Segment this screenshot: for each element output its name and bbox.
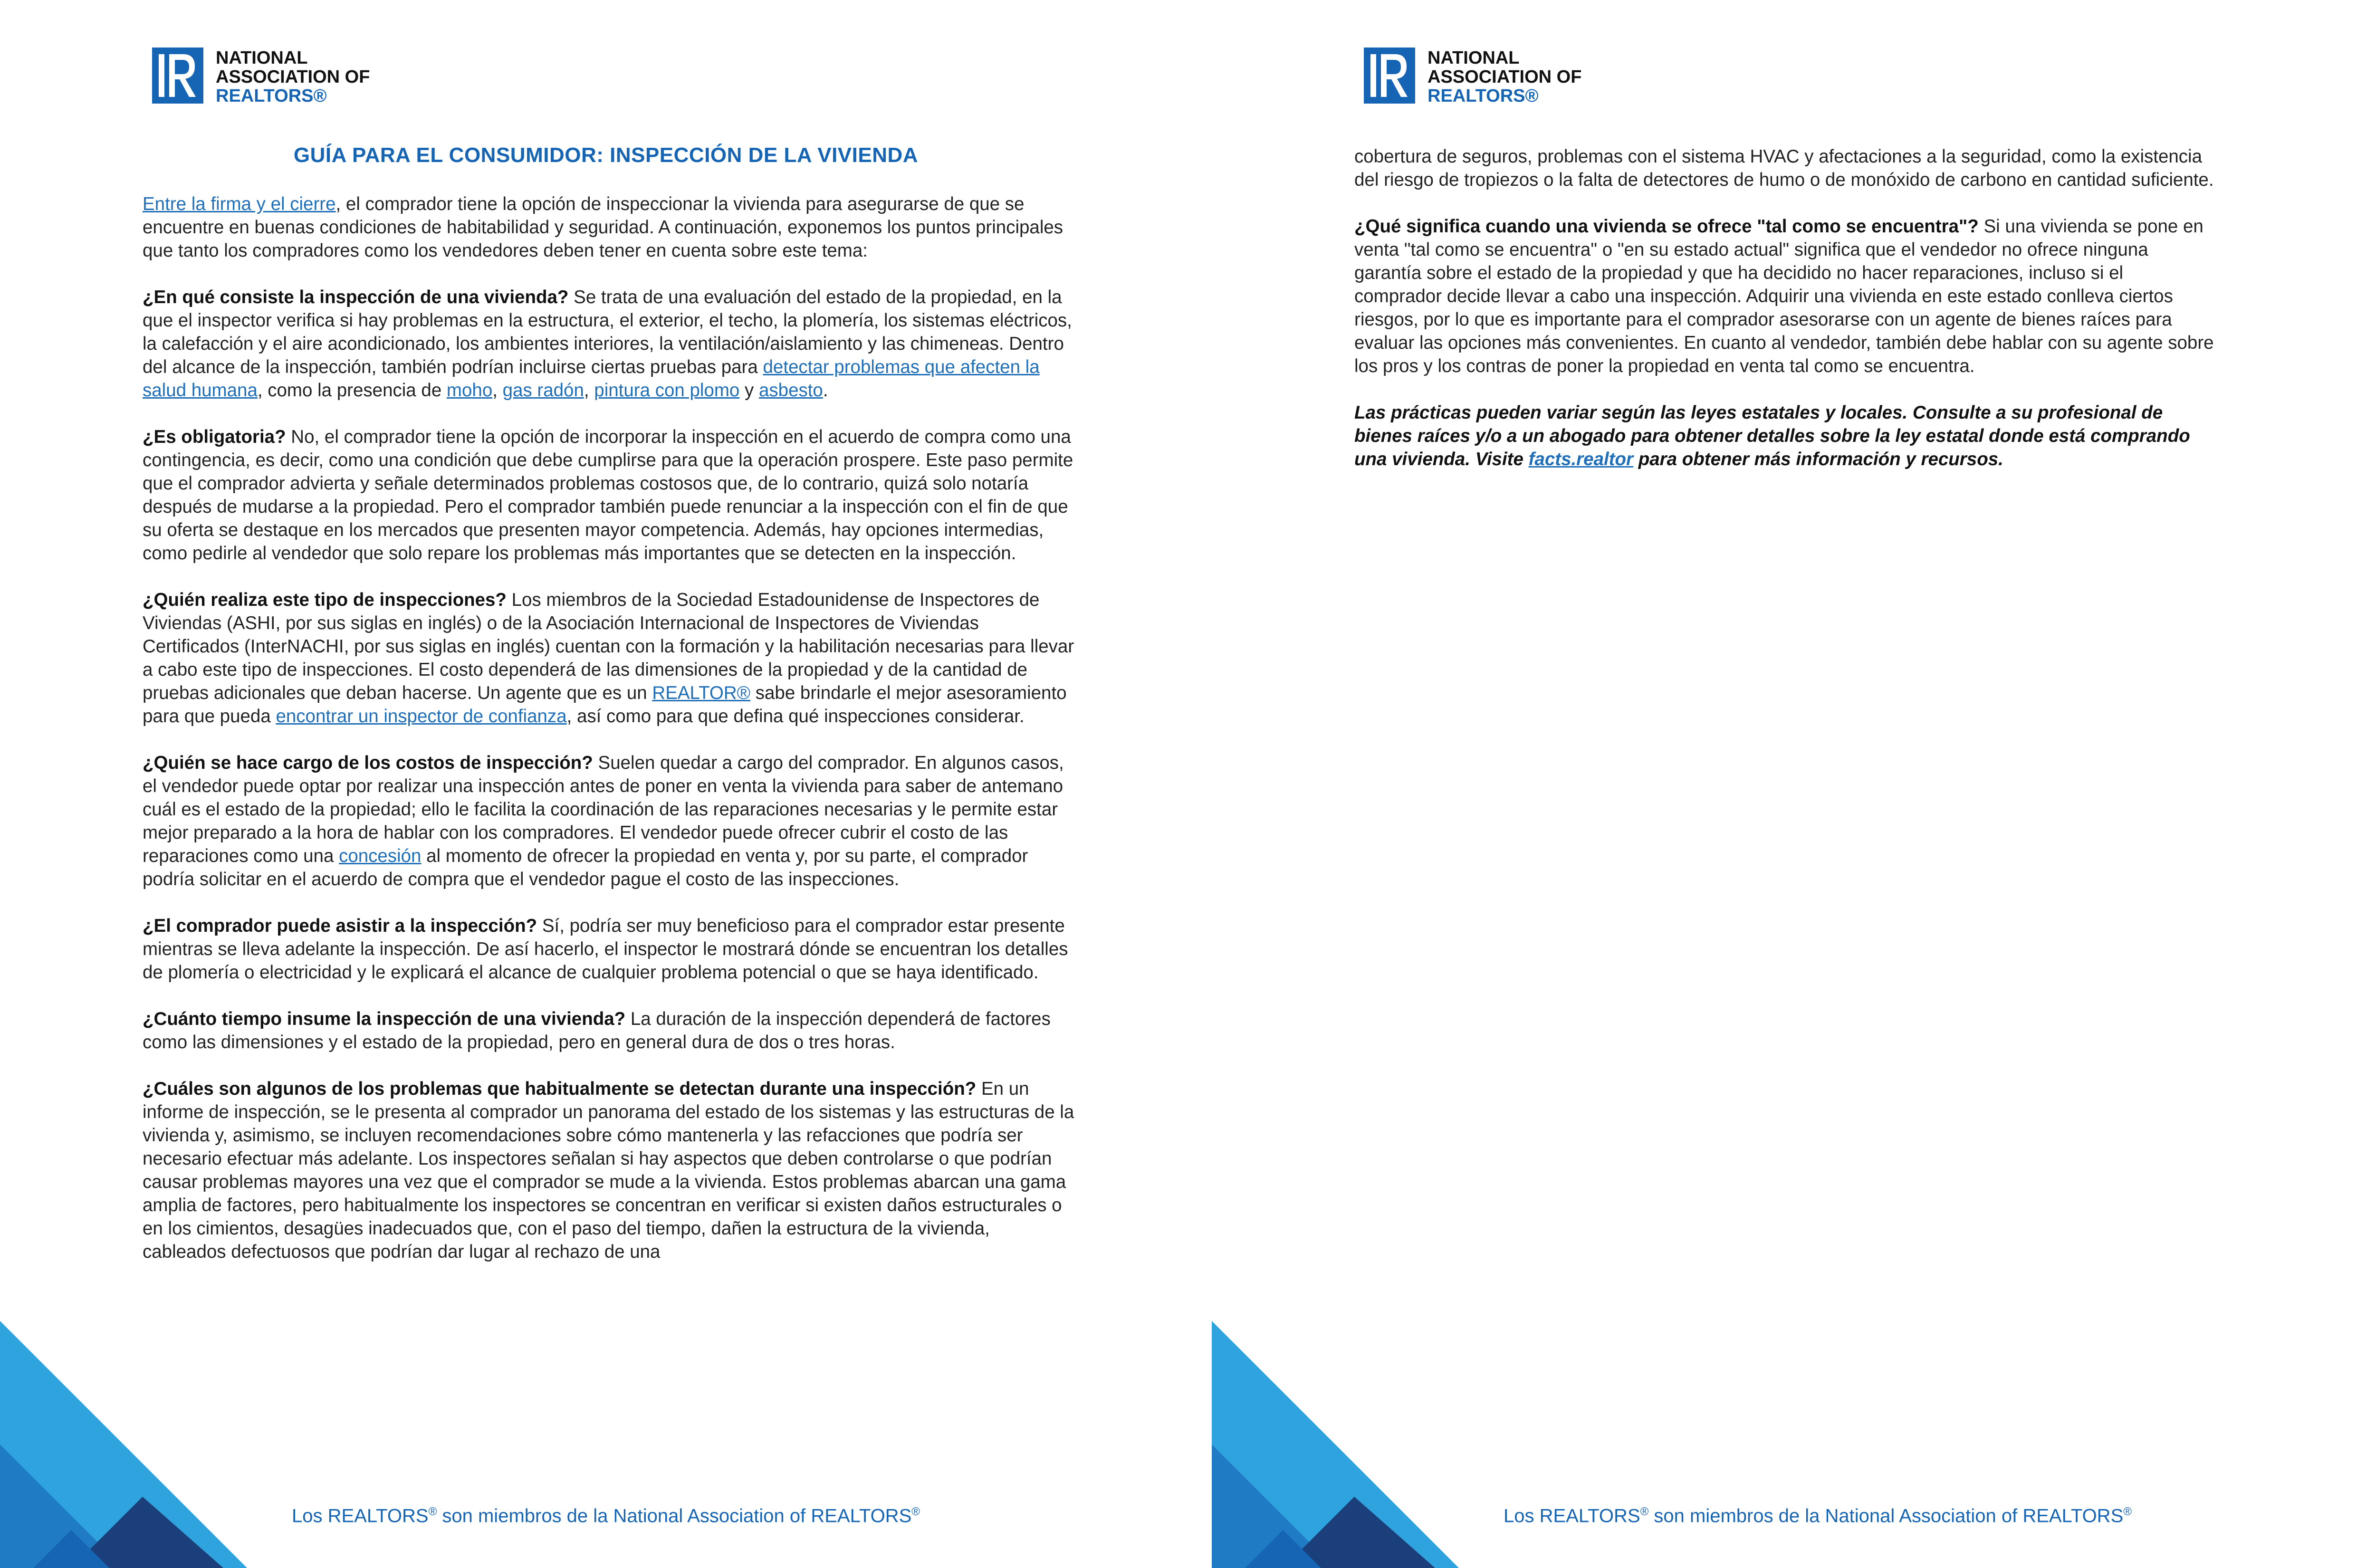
nar-r-logo-icon bbox=[1364, 48, 1415, 104]
disclaimer-text: para obtener más información y recursos. bbox=[1633, 449, 2003, 469]
footer-reg-2: ® bbox=[911, 1505, 920, 1518]
answer-text: al momento de ofrecer la propiedad en venta y, por su parte, el comprador podría solicitar en el acuerdo de compra que el vendedor pague el costo de las inspecciones. bbox=[143, 846, 1028, 889]
question-heading: ¿Quién realiza este tipo de inspecciones? bbox=[143, 590, 507, 610]
section-tiempo bbox=[143, 1007, 1076, 1054]
section-tal-como bbox=[1354, 215, 2214, 378]
answer-text: No, el comprador tiene la opción de incorporar la inspección en el acuerdo de compra como una contingencia, es decir, como una condición que debe cumplirse para que la operación prospere. Este paso permite que el comprador advierta y señale determinados problemas costosos que, de lo contrario, quizá solo notaría después de mudarse a la propiedad. Pero el comprador también puede renunciar a la inspección con el fin de que su oferta se destaque en los mercados que presenten mayor competencia. Además, hay opciones intermedias, como pedirle al vendedor que solo repare los problemas más importantes que se detecten en la inspección. bbox=[143, 427, 1073, 564]
page-1-body bbox=[143, 192, 1076, 1287]
inspector-confianza-link[interactable]: encontrar un inspector de confianza bbox=[276, 706, 567, 727]
footer bbox=[0, 1505, 1212, 1527]
question-heading: ¿El comprador puede asistir a la inspección? bbox=[143, 916, 537, 936]
concesion-link[interactable]: concesión bbox=[339, 846, 422, 866]
realtor-link[interactable]: REALTOR® bbox=[652, 683, 751, 703]
answer-text: Suelen quedar a cargo del comprador. En algunos casos, el vendedor puede optar por realizar una inspección antes de poner en venta la vivienda para saber de antemano cuál es el estado de la propiedad; ello le facilita la coordinación de las reparaciones necesarias y le permite estar mejor preparado a la hora de hablar con los compradores. El vendedor puede ofrecer cubrir el costo de las reparaciones como una bbox=[143, 753, 1064, 866]
logo-wordmark bbox=[1428, 48, 1581, 105]
logo-line-3: REALTORS® bbox=[1428, 86, 1539, 106]
answer-text: , bbox=[492, 380, 503, 401]
disclaimer bbox=[1354, 401, 2214, 471]
footer-reg-1: ® bbox=[428, 1505, 437, 1518]
moho-link[interactable]: moho bbox=[446, 380, 493, 401]
question-heading: ¿Cuáles son algunos de los problemas que habitualmente se detectan durante una inspección? bbox=[143, 1079, 977, 1099]
nar-logo bbox=[152, 48, 370, 105]
gas-radon-link[interactable]: gas radón bbox=[502, 380, 584, 401]
firma-cierre-link[interactable]: Entre la firma y el cierre bbox=[143, 194, 336, 214]
nar-logo bbox=[1364, 48, 1581, 105]
logo-line-1: NATIONAL bbox=[216, 48, 308, 68]
intro-paragraph bbox=[143, 192, 1076, 262]
logo-wordmark bbox=[216, 48, 370, 105]
intro-text: , el comprador tiene la opción de inspeccionar la vivienda para asegurarse de que se encuentre en buenas condiciones de habitabilidad y seguridad. A continuación, exponemos los puntos principales que tanto los compradores como los vendedores deben tener en cuenta sobre este tema: bbox=[143, 194, 1063, 261]
corner-decoration-icon bbox=[1212, 1321, 1478, 1568]
asbesto-link[interactable]: asbesto bbox=[759, 380, 823, 401]
footer-text-1: Los REALTORS bbox=[1504, 1505, 1640, 1527]
answer-text: Si una vivienda se pone en venta "tal como se encuentra" o "en su estado actual" significa que el vendedor no ofrece ninguna garantía sobre el estado de la propiedad y que ha decidido no hacer reparaciones, incluso si el comprador decide llevar a cabo una inspección. Adquirir una vivienda en este estado conlleva ciertos riesgos, por lo que es importante para el comprador asesorarse con un agente de bienes raíces para evaluar las opciones más convenientes. En cuanto al vendedor, también debe hablar con su agente sobre los pros y los contras de poner la propiedad en venta tal como se encuentra. bbox=[1354, 216, 2214, 376]
answer-text: En un informe de inspección, se le presenta al comprador un panorama del estado de los sistemas y las estructuras de la vivienda y, asimismo, se incluyen recomendaciones sobre cómo mantenerla y las refacciones que podría ser necesario efectuar más adelante. Los inspectores señalan si hay aspectos que deben controlarse o que podrían causar problemas mayores una vez que el comprador se mude a la vivienda. Estos problemas abarcan una gama amplia de factores, pero habitualmente los inspectores se concentran en verificar si existen daños estructurales o en los cimientos, desagües inadecuados que, con el paso del tiempo, dañen la estructura de la vivienda, cableados defectuosos que podrían dar lugar al rechazo de una bbox=[143, 1079, 1074, 1262]
disclaimer-text: Las prácticas pueden variar según las leyes estatales y locales. Consulte a su profesional de bienes raíces y/o a un abogado para obtener detalles sobre la ley estatal donde está comprando una vivienda. Visite bbox=[1354, 402, 2190, 469]
section-asistir bbox=[143, 914, 1076, 984]
answer-text: , así como para que defina qué inspecciones considerar. bbox=[566, 706, 1025, 727]
section-quien-realiza bbox=[143, 588, 1076, 728]
footer-text-2: son miembros de la National Association of REALTORS bbox=[1648, 1505, 2124, 1527]
question-heading: ¿Qué significa cuando una vivienda se ofrece "tal como se encuentra"? bbox=[1354, 216, 1979, 237]
footer-text-2: son miembros de la National Association of REALTORS bbox=[437, 1505, 912, 1527]
section-problemas bbox=[143, 1077, 1076, 1263]
section-que-consiste bbox=[143, 286, 1076, 402]
logo-line-3: REALTORS® bbox=[216, 86, 327, 106]
page-2-body bbox=[1354, 145, 2214, 494]
answer-text: Los miembros de la Sociedad Estadounidense de Inspectores de Viviendas (ASHI, por sus siglas en inglés) o de la Asociación Internacional de Inspectores de Viviendas Certificados (InterNACHI, por sus siglas en inglés) cuentan con la formación y la habilitación necesarias para llevar a cabo este tipo de inspecciones. El costo dependerá de las dimensiones de la propiedad y de la cantidad de pruebas adicionales que deban hacerse. Un agente que es un bbox=[143, 590, 1074, 703]
answer-text: , como la presencia de bbox=[257, 380, 447, 401]
answer-text: sabe brindarle el mejor asesoramiento para que pueda bbox=[143, 683, 1067, 727]
question-heading: ¿En qué consiste la inspección de una vivienda? bbox=[143, 287, 569, 307]
question-heading: ¿Quién se hace cargo de los costos de inspección? bbox=[143, 753, 593, 773]
answer-text: La duración de la inspección dependerá de factores como las dimensiones y el estado de la propiedad, pero en general dura de dos o tres horas. bbox=[143, 1009, 1051, 1052]
continuation-paragraph: cobertura de seguros, problemas con el sistema HVAC y afectaciones a la seguridad, como la existencia del riesgo de tropiezos o la falta de detectores de humo o de monóxido de carbono en cantidad suficiente. bbox=[1354, 146, 2214, 190]
section-costos bbox=[143, 751, 1076, 891]
salud-humana-link[interactable]: detectar problemas que afecten la salud humana bbox=[143, 357, 1040, 401]
facts-realtor-link[interactable]: facts.realtor bbox=[1528, 449, 1634, 469]
corner-decoration-icon bbox=[0, 1321, 266, 1568]
page-2 bbox=[1212, 0, 2376, 1568]
footer-text-1: Los REALTORS bbox=[292, 1505, 429, 1527]
answer-text: y bbox=[739, 380, 759, 401]
answer-text: . bbox=[823, 380, 828, 401]
footer-reg-2: ® bbox=[2123, 1505, 2132, 1518]
answer-text: Sí, podría ser muy beneficioso para el comprador estar presente mientras se lleva adelante la inspección. De así hacerlo, el inspector le mostrará dónde se encuentran los detalles de plomería o electricidad y le explicará el alcance de cualquier problema potencial o que se haya identificado. bbox=[143, 916, 1068, 983]
question-heading: ¿Es obligatoria? bbox=[143, 427, 286, 447]
answer-text: Se trata de una evaluación del estado de la propiedad, en la que el inspector verifica si hay problemas en la estructura, el exterior, el techo, la plomería, los sistemas eléctricos, la calefacción y el aire acondicionado, los ambientes interiores, la ventilación/aislamiento y las chimeneas. Dentro del alcance de la inspección, también podrían incluirse ciertas pruebas para bbox=[143, 287, 1072, 377]
logo-line-2: ASSOCIATION OF bbox=[216, 67, 370, 87]
answer-text: , bbox=[584, 380, 594, 401]
section-obligatoria bbox=[143, 425, 1076, 565]
pintura-plomo-link[interactable]: pintura con plomo bbox=[594, 380, 740, 401]
question-heading: ¿Cuánto tiempo insume la inspección de una vivienda? bbox=[143, 1009, 626, 1029]
logo-line-1: NATIONAL bbox=[1428, 48, 1520, 68]
page-title: GUÍA PARA EL CONSUMIDOR: INSPECCIÓN DE LA VIVIENDA bbox=[293, 143, 919, 167]
footer-reg-1: ® bbox=[1640, 1505, 1649, 1518]
logo-line-2: ASSOCIATION OF bbox=[1428, 67, 1582, 87]
nar-r-logo-icon bbox=[152, 48, 203, 104]
footer bbox=[1212, 1505, 2376, 1527]
